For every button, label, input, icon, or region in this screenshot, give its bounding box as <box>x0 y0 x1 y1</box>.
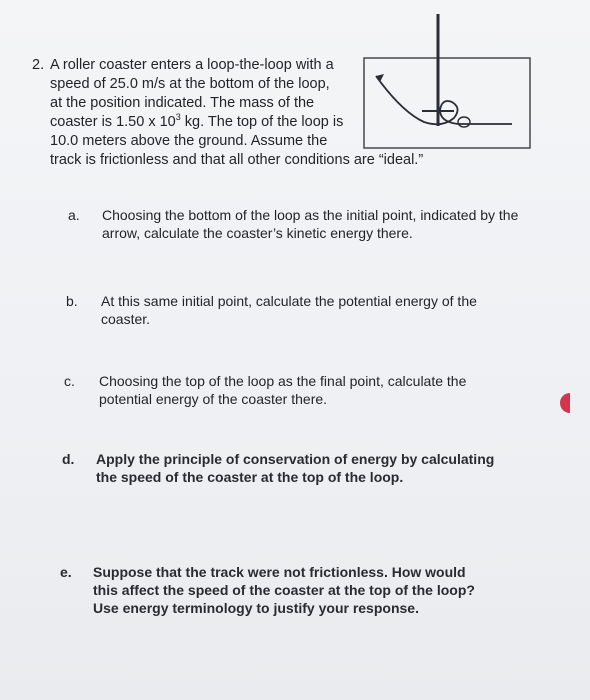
part-a-letter: a. <box>68 207 80 223</box>
part-a-text: Choosing the bottom of the loop as the initial point, indicated by the arrow, calculate the coaster’s kinetic energy there. <box>102 207 519 241</box>
question-line-1: A roller coaster enters a loop-the-loop with a <box>50 57 334 73</box>
part-e-letter: e. <box>60 564 72 580</box>
part-c <box>64 372 494 412</box>
question-line-2: speed of 25.0 m/s at the bottom of the loop, <box>50 76 330 92</box>
red-edge-marker <box>560 393 570 413</box>
mass-exponent: 3 <box>175 112 181 123</box>
question-line-6: track is frictionless and that all other conditions are “ideal.” <box>50 152 424 168</box>
part-d-text: Apply the principle of conservation of energy by calculating the speed of the coaster at the top of the loop. <box>96 451 495 485</box>
question-line-4 <box>50 113 343 132</box>
part-b <box>66 292 506 332</box>
question-stem <box>32 56 424 176</box>
mass-tail: kg. The top of the loop is <box>180 114 344 130</box>
diagram-frame <box>364 58 530 148</box>
coaster-car <box>458 117 470 127</box>
part-e <box>60 563 480 623</box>
part-a <box>68 206 538 246</box>
part-c-text: Choosing the top of the loop as the final point, calculate the potential energy of the coaster there. <box>99 373 467 407</box>
part-b-letter: b. <box>66 293 78 309</box>
question-number: 2. <box>32 57 45 73</box>
question-line-3: at the position indicated. The mass of the <box>50 95 315 111</box>
part-e-text: Suppose that the track were not frictionless. How would this affect the speed of the coaster at the top of the loop? Use energy terminology to justify your response. <box>93 564 475 616</box>
part-d-letter: d. <box>62 451 75 467</box>
part-b-text: At this same initial point, calculate the potential energy of the coaster. <box>101 293 477 327</box>
coaster-track <box>376 76 512 124</box>
loop-diagram <box>362 14 532 154</box>
part-c-letter: c. <box>64 373 75 389</box>
part-d <box>62 450 502 490</box>
question-line-5: 10.0 meters above the ground. Assume the <box>50 133 328 149</box>
mass-value: coaster is 1.50 x 10 <box>50 114 176 130</box>
